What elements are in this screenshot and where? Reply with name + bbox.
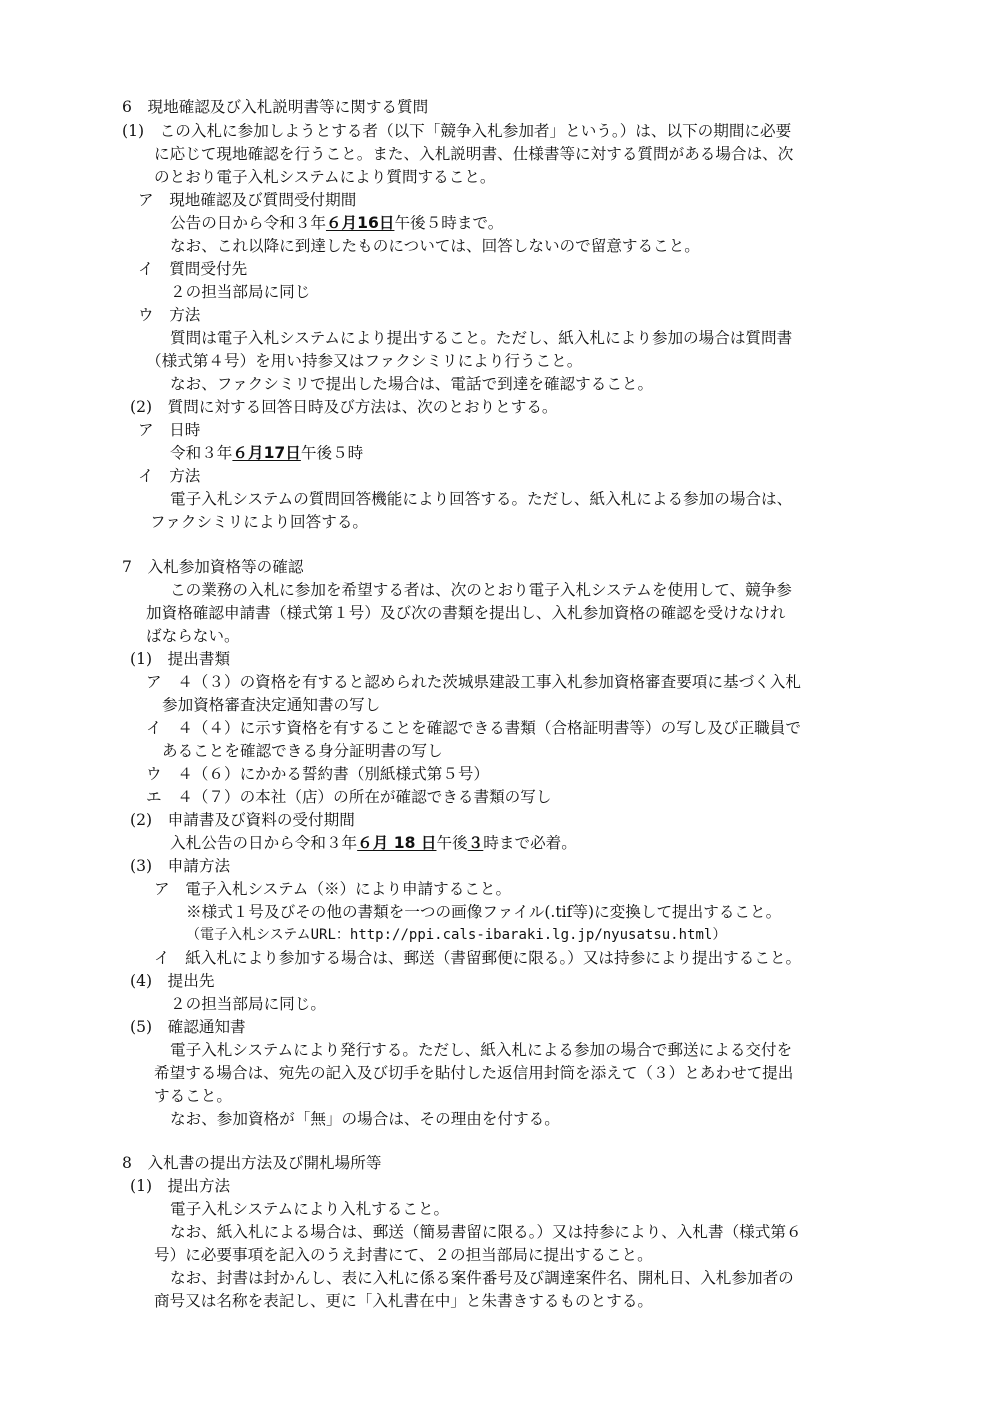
- s6-p2: (2) 質問に対する回答日時及び方法は、次のとおりとする。: [130, 398, 558, 416]
- section-8-heading: 8 入札書の提出方法及び開札場所等: [122, 1154, 382, 1172]
- s6-p1-line2: に応じて現地確認を行うこと。また、入札説明書、仕様書等に対する質問がある場合は、次: [154, 145, 794, 163]
- s7-p3-note: ※様式１号及びその他の書類を一つの画像ファイル(.tif等)に変換して提出すること。: [186, 903, 782, 921]
- section-6-heading: 6 現地確認及び入札説明書等に関する質問: [122, 98, 429, 116]
- s7-deadline-date: ６月 18 日: [357, 834, 437, 852]
- s8-p1-line5: 商号又は名称を表記し、更に「入札書在中」と朱書きするものとする。: [154, 1292, 654, 1310]
- s8-p1-line1: 電子入札システムにより入札すること。: [170, 1200, 450, 1218]
- s7-p3-url: （電子入札システムURL：http://ppi.cals-ibaraki.lg.jp/nyusatsu.html）: [186, 927, 727, 943]
- s7-deadline-hour: ３: [467, 834, 484, 852]
- s7-p5-line3: すること。: [154, 1087, 232, 1105]
- s6-a-title: ア 現地確認及び質問受付期間: [138, 191, 357, 209]
- s7-p1-a-line2: 参加資格審査決定通知書の写し: [162, 696, 381, 714]
- s8-p1-line3: 号）に必要事項を記入のうえ封書にて、２の担当部局に提出すること。: [154, 1246, 653, 1264]
- s7-intro-line1: この業務の入札に参加を希望する者は、次のとおり電子入札システムを使用して、競争参: [170, 581, 792, 599]
- s6-u-line2: （様式第４号）を用い持参又はファクシミリにより行うこと。: [146, 352, 583, 370]
- s7-p1: (1) 提出書類: [130, 650, 231, 668]
- s7-p3-i: イ 紙入札により参加する場合は、郵送（書留郵便に限る。）又は持参により提出すること。: [154, 949, 802, 967]
- s6-p2-i-line1: 電子入札システムの質問回答機能により回答する。ただし、紙入札による参加の場合は、: [170, 490, 793, 508]
- s7-p4: (4) 提出先: [130, 972, 215, 990]
- s6-i-title: イ 質問受付先: [138, 260, 248, 278]
- s7-p3: (3) 申請方法: [130, 857, 231, 875]
- s6-a-period: 公告の日から令和３年６月16日午後５時まで。: [170, 214, 504, 232]
- s6-p1-line3: のとおり電子入札システムにより質問すること。: [154, 168, 496, 186]
- s7-p1-a-line1: ア ４（３）の資格を有すると認められた茨城県建設工事入札参加資格審査要項に基づく入札: [146, 673, 801, 691]
- s7-p1-i-line2: あることを確認できる身分証明書の写し: [162, 742, 443, 760]
- s7-p2: (2) 申請書及び資料の受付期間: [130, 811, 355, 829]
- s7-p1-u: ウ ４（６）にかかる誓約書（別紙様式第５号）: [146, 765, 490, 783]
- s7-p2-period: 入札公告の日から令和３年６月 18 日午後３時まで必着。: [170, 834, 577, 852]
- s6-p2-i-title: イ 方法: [138, 467, 201, 485]
- s6-i-body: ２の担当部局に同じ: [170, 283, 311, 301]
- s6-p2-i-line2: ファクシミリにより回答する。: [150, 513, 369, 531]
- s6-p1-line1: (1) この入札に参加しようとする者（以下「競争入札参加者」という。）は、以下の期間に必要: [122, 122, 792, 140]
- s6-p2-a-date: 令和３年６月17日午後５時: [170, 444, 364, 462]
- s7-p5-line2: 希望する場合は、宛先の記入及び切手を貼付した返信用封筒を添えて（３）とあわせて提出: [154, 1064, 794, 1082]
- section-7-heading: 7 入札参加資格等の確認: [122, 558, 304, 576]
- s8-p1: (1) 提出方法: [130, 1177, 231, 1195]
- s7-p5-line4: なお、参加資格が「無」の場合は、その理由を付する。: [170, 1110, 560, 1128]
- s7-p3-a: ア 電子入札システム（※）により申請すること。: [154, 880, 512, 898]
- s8-p1-line2: なお、紙入札による場合は、郵送（簡易書留に限る。）又は持参により、入札書（様式第６: [170, 1223, 802, 1241]
- s6-p2-a-title: ア 日時: [138, 421, 201, 439]
- s7-intro-line3: ばならない。: [146, 627, 240, 645]
- s6-u-title: ウ 方法: [138, 306, 201, 324]
- s7-p5: (5) 確認通知書: [130, 1018, 246, 1036]
- s7-p5-line1: 電子入札システムにより発行する。ただし、紙入札による参加の場合で郵送による交付を: [170, 1041, 793, 1059]
- s7-p1-i-line1: イ ４（４）に示す資格を有することを確認できる書類（合格証明書等）の写し及び正職員で: [146, 719, 801, 737]
- s6-a-note: なお、これ以降に到達したものについては、回答しないので留意すること。: [170, 237, 700, 255]
- s6-u-line1: 質問は電子入札システムにより提出すること。ただし、紙入札により参加の場合は質問書: [170, 329, 793, 347]
- s6-answer-date: ６月17日: [232, 444, 301, 462]
- s8-p1-line4: なお、封書は封かんし、表に入札に係る案件番号及び調達案件名、開札日、入札参加者の: [170, 1269, 794, 1287]
- s7-p1-e: エ ４（７）の本社（店）の所在が確認できる書類の写し: [146, 788, 552, 806]
- s6-u-line3: なお、ファクシミリで提出した場合は、電話で到達を確認すること。: [170, 375, 654, 393]
- s7-p4-body: ２の担当部局に同じ。: [170, 995, 326, 1013]
- s6-a-deadline-date: ６月16日: [325, 214, 395, 232]
- s7-intro-line2: 加資格確認申請書（様式第１号）及び次の書類を提出し、入札参加資格の確認を受けなけれ: [146, 604, 786, 622]
